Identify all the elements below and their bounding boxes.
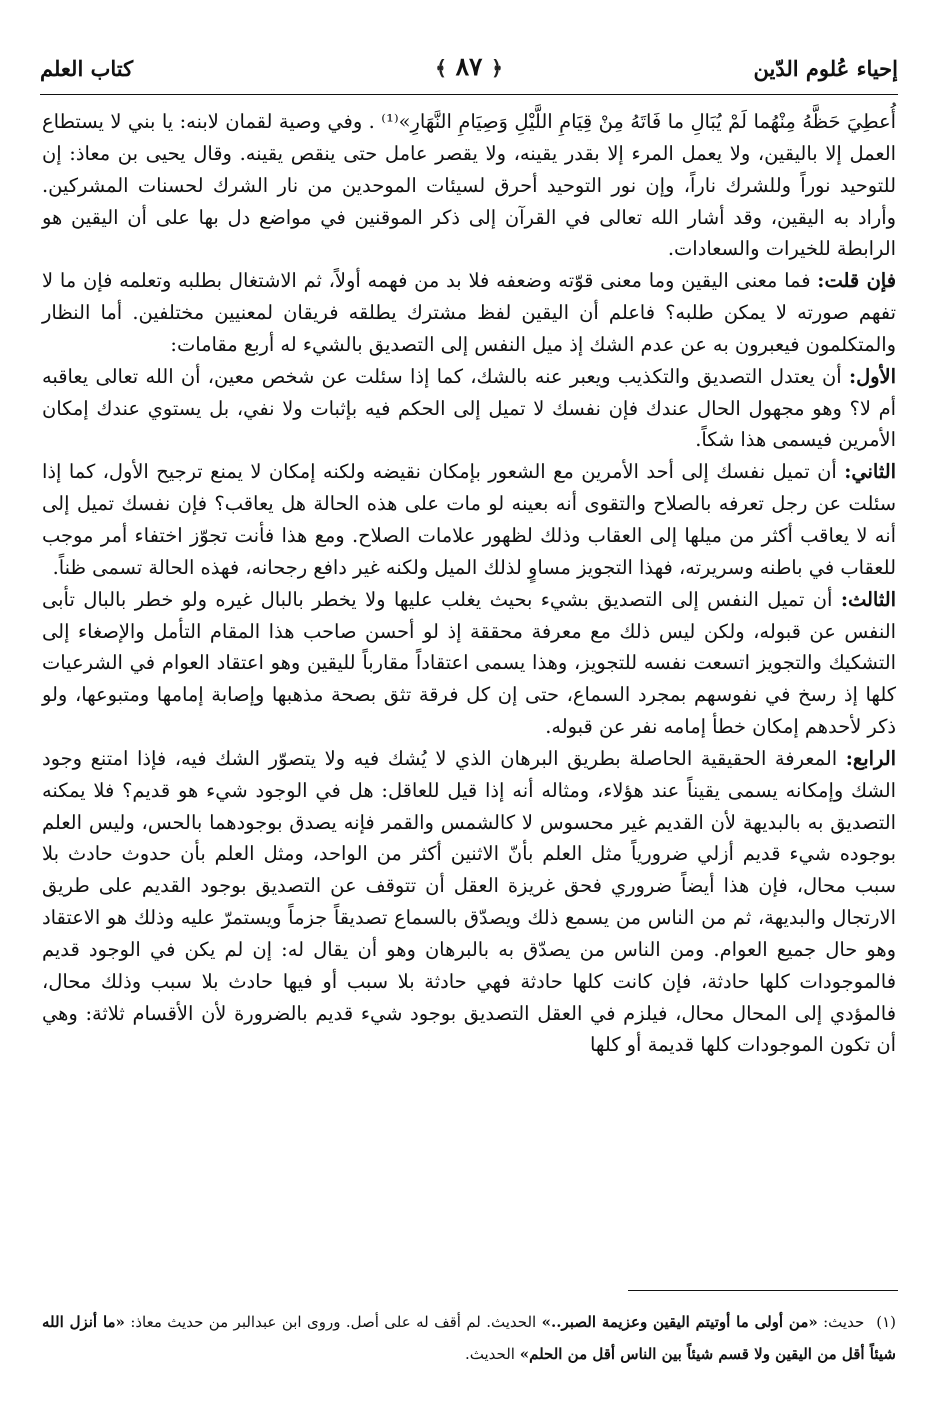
footnote-divider bbox=[628, 1290, 898, 1291]
ornament-right-icon: ﴿ bbox=[491, 56, 503, 80]
paragraph bbox=[42, 361, 896, 457]
header-divider bbox=[40, 94, 898, 95]
page-number bbox=[435, 52, 503, 81]
paragraph-label: الرابع: bbox=[845, 746, 896, 770]
paragraph-text: أن يعتدل التصديق والتكذيب ويعبر عنه بالشك، كما إذا سئلت عن شخص معين، أن الله تعالى يعاقبه أم لا؟ وهو مجهول الحال عندك فإن نفسك لا تميل إلى الحكم فيه بإثبات ولا نفي، بل يستوي عندك إمكان الأمرين فيسمى هذا شكاً. bbox=[42, 364, 896, 452]
main-text bbox=[42, 106, 896, 1061]
footnote-mid: الحديث. لم أقف له على أصل. وروى ابن عبدالبر من حديث معاذ: bbox=[124, 1313, 542, 1331]
footnote-end: الحديث. bbox=[464, 1345, 520, 1363]
paragraph-text: فما معنى اليقين وما معنى قوّته وضعفه فلا بد من فهمه أولاً، ثم الاشتغال بطلبه وتعلمه فإن ما لا تفهم صورته لا يمكن طلبه؟ فاعلم أن اليقين لفظ مشترك يطلقه فريقان لمعنيين مختلفين. أما النظار والمتكلمون فيعبرون به عن عدم الشك إذ ميل النفس إلى التصديق بالشيء له أربع مقامات: bbox=[42, 269, 896, 356]
page-header bbox=[40, 52, 898, 92]
footnote-number: (١) bbox=[876, 1313, 897, 1331]
footnote-lead: حديث: bbox=[817, 1313, 865, 1331]
page-number-value: ٨٧ bbox=[455, 52, 483, 81]
paragraph-text: المعرفة الحقيقية الحاصلة بطريق البرهان الذي لا يُشك فيه ولا يتصوّر الشك فيه، فإذا امتنع وجود الشك وإمكانه يسمى يقيناً عند هؤلاء، ومثاله أنه إذا قيل للعاقل: هل في الوجود شيء هو قديم؟ فلا يمكنه التصديق به بالبديهة لأن القديم غير محسوس لا كالشمس والقمر فإنه يصدق بوجودهما بالحس، وليس العلم بوجوده شيء قديم أزلي ضرورياً مثل العلم بأنّ الاثنين أكثر من الواحد، ومثل العلم بأن حدوث حادث بلا سبب محال، فإن هذا أيضاً ضروري فحق غريزة العقل أن تتوقف عن التصديق بوجود القديم على طريق الارتجال والبديهة، ثم من الناس من يسمع ذلك ويصدّق بالسماع تصديقاً جزماً ويستمرّ عليه وذلك هو الاعتقاد وهو حال جميع العوام. ومن الناس من يصدّق به بالبرهان وهو أن يقال له: إن لم يكن في الوجود قديم فالموجودات كلها حادثة، فإن كانت كلها حادثة فهي حادثة بلا سبب أو فيها حادث بلا سبب وذلك محال، فالمؤدي إلى المحال محال، فيلزم في العقل التصديق بوجود شيء قديم بالضرورة لأن الأقسام ثلاثة: وهي أن تكون الموجودات كلها قديمة أو كلها bbox=[42, 746, 896, 1057]
book-title: إحياء عُلوم الدّين bbox=[753, 56, 898, 81]
paragraph bbox=[42, 584, 896, 743]
paragraph-label: فإن قلت: bbox=[817, 269, 896, 293]
footnote-quote: «من أولى ما أوتيتم اليقين وعزيمة الصبر..» bbox=[541, 1313, 818, 1331]
paragraph bbox=[42, 106, 896, 265]
paragraph-text: أن تميل نفسك إلى أحد الأمرين مع الشعور بإمكان نقيضه ولكنه إمكان لا يمنع ترجيح الأول، كما إذا سئلت عن رجل تعرفه بالصلاح والتقوى أنه بعينه لو مات على هذه الحالة هل يعاقب؟ فإن نفسك تميل إلى أنه لا يعاقب أكثر من ميلها إلى العقاب وذلك لظهور علامات الصلاح. ومع هذا فأنت تجوّز اختفاء أمر موجب للعقاب في باطنه وسريرته، فهذا التجويز مساوٍ لذلك الميل ولكنه غير دافع رجحانه، فهذه الحالة تسمى ظناً. bbox=[42, 460, 896, 579]
ornament-left-icon: ﴾ bbox=[435, 56, 447, 80]
paragraph-label: الثاني: bbox=[844, 460, 896, 484]
footnote-quote: «ما أنزل الله شيئاً أقل من اليقين ولا قسم شيئاً بين الناس أقل من الحلم» bbox=[42, 1313, 896, 1363]
paragraph-label: الأول: bbox=[848, 364, 896, 388]
paragraph bbox=[42, 456, 896, 583]
paragraph bbox=[42, 743, 896, 1061]
paragraph-text: أن تميل النفس إلى التصديق بشيء بحيث يغلب عليها ولا يخطر بالبال غيره ولو خطر بالبال تأبى النفس عن قبوله، ولكن ليس ذلك مع معرفة محققة إذ لو أحسن صاحب هذا المقام التأمل والإصغاء إلى التشكيك والتجويز اتسعت نفسه للتجويز، وهذا يسمى اعتقاداً مقارباً لليقين وهو اعتقاد العوام في الشرعيات كلها إذ رسخ في نفوسهم بمجرد السماع، حتى إن كل فرقة تثق بصحة مذهبها وإصابة إمامها ومتبوعها، ولو ذكر لأحدهم إمكان خطأ إمامه نفر عن قبوله. bbox=[42, 587, 896, 739]
paragraph-label: الثالث: bbox=[840, 587, 896, 611]
footnote bbox=[42, 1306, 896, 1370]
chapter-title: كتاب العلم bbox=[40, 56, 134, 81]
paragraph-text: أُعطِيَ حَظَّهُ مِنْهُما لَمْ يُبَالِ ما فَاتَهُ مِنْ قِيَامِ اللَّيْلِ وَصِيَامِ النَّهَارِ»⁽¹⁾ . وفي وصية لقمان لابنه: يا بني لا يستطاع العمل إلا باليقين، ولا يعمل المرء إلا بقدر يقينه، ولا يقصر عامل حتى ينقص يقينه. وقال يحيى بن معاذ: إن للتوحيد نوراً وللشرك ناراً، وإن نور التوحيد أحرق لسيئات الموحدين من نار الشرك لحسنات المشركين. وأراد به اليقين، وقد أشار الله تعالى في القرآن إلى ذكر الموقنين في مواضع دل بها على أن اليقين هو الرابطة للخيرات والسعادات. bbox=[42, 110, 896, 261]
paragraph bbox=[42, 265, 896, 361]
footnotes bbox=[42, 1306, 896, 1370]
